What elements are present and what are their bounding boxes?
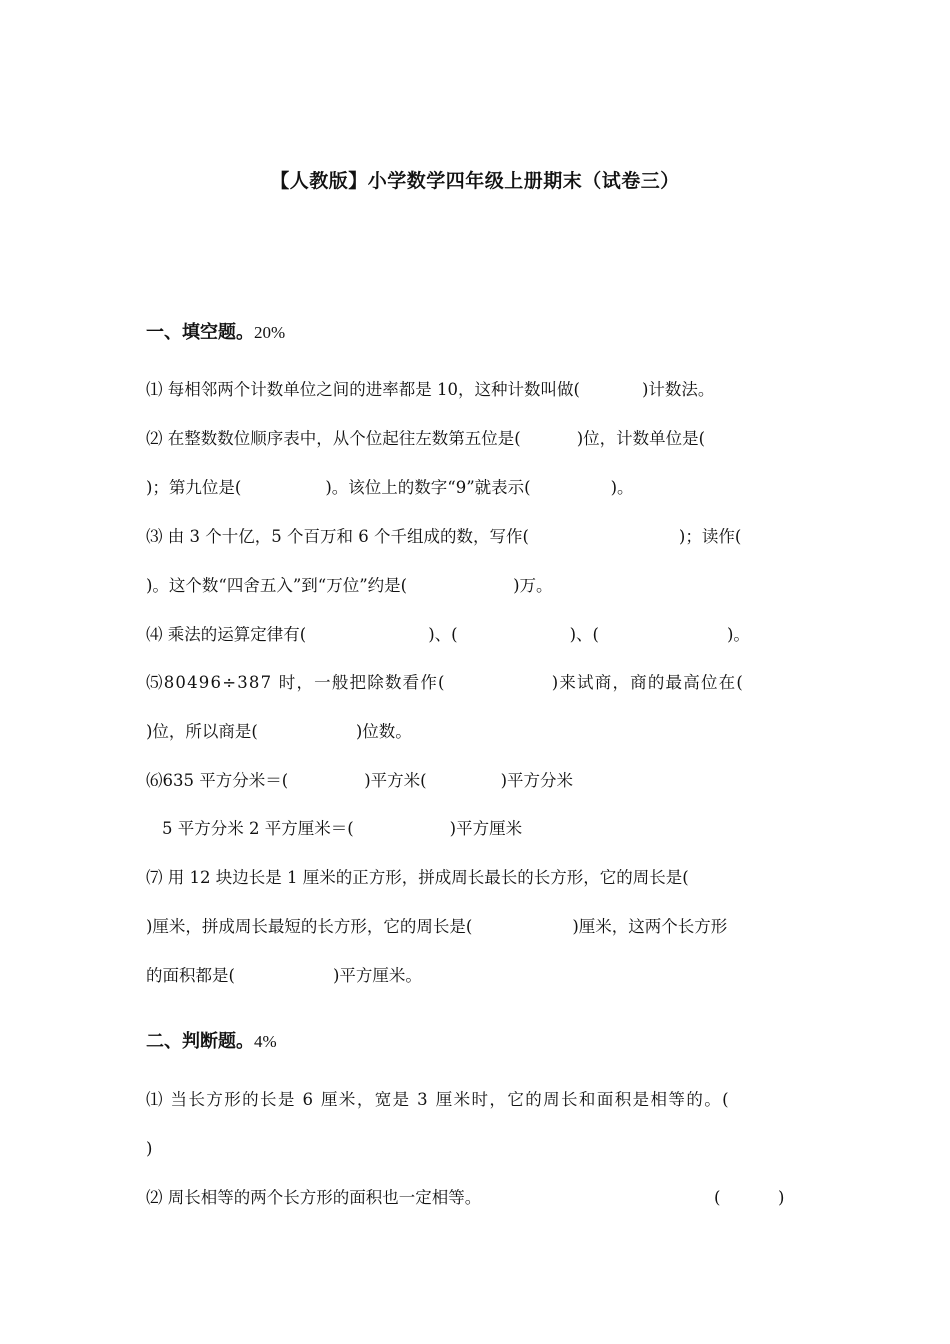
q1-end: )计数法。 [641, 380, 715, 399]
q2-part-e: )。 [610, 478, 634, 497]
question-3-line-2 [146, 575, 806, 597]
section2-percent: 4% [254, 1032, 277, 1051]
q2-part-c: )；第九位是( [146, 478, 242, 497]
j2-open-paren: ( [714, 1188, 721, 1207]
question-2-line-2 [146, 477, 806, 499]
section2-heading [146, 1027, 277, 1053]
question-1 [146, 379, 806, 401]
section2-heading-text: 二、判断题。 [146, 1031, 254, 1052]
j2-close-paren: ) [778, 1188, 785, 1207]
question-3-line-1 [146, 526, 806, 548]
q7-part-c: )厘米，这两个长方形 [572, 917, 728, 936]
question-7-line-1 [146, 867, 806, 889]
question-7-line-2 [146, 916, 806, 938]
q3-part-d: )万。 [513, 576, 553, 595]
question-6-line-1 [146, 770, 806, 792]
question-4 [146, 624, 806, 646]
q4-part-c: )、( [569, 625, 599, 644]
section1-heading [146, 318, 285, 344]
q1-text: ⑴ 每相邻两个计数单位之间的进率都是 10，这种计数叫做( [146, 380, 580, 399]
q7-part-a: ⑺ 用 12 块边长是 1 厘米的正方形，拼成周长最长的长方形，它的周长是( [146, 868, 689, 887]
j2-part-a: ⑵ 周长相等的两个长方形的面积也一定相等。 [146, 1188, 482, 1207]
q4-part-d: )。 [726, 625, 750, 644]
exam-title: 【人教版】小学数学四年级上册期末（试卷三） [270, 170, 680, 192]
q3-part-c: )。这个数“四舍五入”到“万位”约是( [146, 576, 408, 595]
q3-part-b: )；读作( [678, 527, 742, 546]
question-2-line-1 [146, 428, 806, 450]
q2-part-d: )。该位上的数字“9”就表示( [325, 478, 531, 497]
question-5-line-2 [146, 721, 806, 743]
q5-part-c: )位，所以商是( [146, 722, 258, 741]
q6-part-a: ⑹635 平方分米＝( [146, 771, 289, 790]
judge-1-line-2 [146, 1138, 806, 1160]
question-5-line-1 [146, 672, 806, 694]
q6-part-d: 5 平方分米 2 平方厘米＝( [162, 819, 354, 838]
q7-part-d: 的面积都是( [146, 966, 235, 985]
judge-2 [146, 1187, 806, 1209]
q7-part-b: )厘米，拼成周长最短的长方形，它的周长是( [146, 917, 473, 936]
question-6-line-2 [162, 818, 822, 840]
q5-part-a: ⑸80496÷387 时，一般把除数看作( [146, 673, 446, 692]
judge-1-line-1 [146, 1089, 806, 1111]
j1-part-a: ⑴ 当长方形的长是 6 厘米，宽是 3 厘米时，它的周长和面积是相等的。( [146, 1090, 730, 1109]
q2-part-b: )位，计数单位是( [576, 429, 706, 448]
q6-part-b: )平方米( [364, 771, 427, 790]
section1-percent: 20% [254, 323, 286, 342]
j1-part-b: ) [146, 1139, 153, 1158]
q5-part-b: )来试商，商的最高位在( [551, 673, 744, 692]
q4-part-b: )、( [428, 625, 458, 644]
section1-heading-text: 一、填空题。 [146, 322, 254, 343]
question-7-line-3 [146, 965, 806, 987]
q4-part-a: ⑷ 乘法的运算定律有( [146, 625, 307, 644]
q5-part-d: )位数。 [355, 722, 412, 741]
q2-part-a: ⑵ 在整数数位顺序表中，从个位起往左数第五位是( [146, 429, 521, 448]
q6-part-e: )平方厘米 [449, 819, 523, 838]
q6-part-c: )平方分米 [500, 771, 573, 790]
q7-part-e: )平方厘米。 [332, 966, 422, 985]
q3-part-a: ⑶ 由 3 个十亿，5 个百万和 6 个千组成的数，写作( [146, 527, 529, 546]
